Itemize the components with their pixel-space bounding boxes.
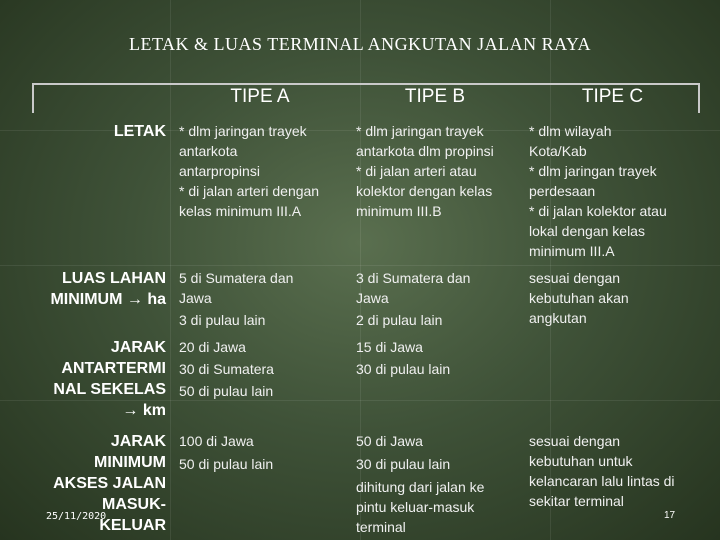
cell-luas-b — [356, 268, 524, 330]
row-label-text: LUAS LAHAN — [62, 270, 166, 287]
cell-line: * dlm jaringan trayek — [529, 163, 657, 179]
row-label-letak — [114, 121, 166, 142]
row-label-text: ANTARTERMI — [61, 360, 166, 377]
cell-line: * di jalan arteri atau — [356, 163, 477, 179]
cell-line: 3 di pulau lain — [179, 312, 266, 328]
cell-line: terminal — [356, 519, 406, 535]
header-tipe-a: TIPE A — [230, 86, 290, 107]
cell-luas-a — [179, 268, 351, 330]
cell-line: sekitar terminal — [529, 493, 624, 509]
slide-date: 25/11/2020 — [46, 511, 107, 522]
row-label-text: MINIMUM → ha — [50, 291, 166, 308]
row-label-text: → km — [122, 402, 166, 419]
cell-line: 3 di Sumatera dan — [356, 270, 471, 286]
cell-letak-a — [179, 121, 351, 221]
grid-line — [170, 0, 171, 540]
cell-line: minimum III.A — [529, 243, 615, 259]
cell-jarak-min-c — [529, 431, 704, 511]
cell-letak-c — [529, 121, 704, 261]
cell-jarak-min-b — [356, 431, 524, 537]
row-label-text: KELUAR — [99, 517, 166, 534]
cell-line: 30 di pulau lain — [356, 456, 451, 472]
cell-line: dihitung dari jalan ke — [356, 479, 485, 495]
cell-line: kebutuhan akan — [529, 290, 629, 306]
cell-line: Jawa — [356, 290, 389, 306]
cell-line: perdesaan — [529, 183, 596, 199]
cell-line: * dlm jaringan trayek — [179, 123, 307, 139]
cell-line: sesuai dengan — [529, 433, 621, 449]
cell-line: 5 di Sumatera dan — [179, 270, 294, 286]
cell-line: kelas minimum III.A — [179, 203, 302, 219]
cell-line: lokal dengan kelas — [529, 223, 645, 239]
cell-line: 20 di Jawa — [179, 339, 246, 355]
cell-line: 50 di pulau lain — [179, 456, 274, 472]
cell-line: antarpropinsi — [179, 163, 260, 179]
cell-line: kebutuhan untuk — [529, 453, 633, 469]
cell-line: 2 di pulau lain — [356, 312, 443, 328]
cell-jarak-min-a — [179, 431, 351, 474]
cell-line: kolektor dengan kelas — [356, 183, 493, 199]
cell-line: sesuai dengan — [529, 270, 621, 286]
slide-page-number: 17 — [664, 510, 676, 521]
cell-line: 50 di pulau lain — [179, 383, 274, 399]
cell-letak-b — [356, 121, 524, 221]
row-label-text: MINIMUM — [94, 454, 166, 471]
row-label-text: AKSES JALAN — [53, 475, 166, 492]
row-label-text: NAL SEKELAS — [53, 381, 166, 398]
cell-line: 30 di pulau lain — [356, 361, 451, 377]
row-label-text: MASUK- — [102, 496, 166, 513]
cell-line: minimum III.B — [356, 203, 442, 219]
row-label-jarak-antarterminal — [53, 337, 166, 421]
row-label-text: JARAK — [110, 433, 166, 450]
cell-line: 30 di Sumatera — [179, 361, 274, 377]
row-label-text: LETAK — [113, 123, 166, 140]
cell-line: 50 di Jawa — [356, 433, 423, 449]
cell-line: * dlm jaringan trayek — [356, 123, 484, 139]
cell-line: kelancaran lalu lintas di — [529, 473, 675, 489]
cell-line: * di jalan arteri dengan — [179, 183, 320, 199]
cell-jarak-antar-a — [179, 337, 351, 401]
cell-line: 15 di Jawa — [356, 339, 423, 355]
cell-line: Jawa — [179, 290, 212, 306]
cell-line: pintu keluar-masuk — [356, 499, 475, 515]
page-title: LETAK & LUAS TERMINAL ANGKUTAN JALAN RAYA — [129, 34, 591, 54]
row-label-text: JARAK — [110, 339, 166, 356]
cell-line: antarkota — [179, 143, 238, 159]
cell-line: Kota/Kab — [529, 143, 587, 159]
cell-line: 100 di Jawa — [179, 433, 254, 449]
cell-line: * dlm wilayah — [529, 123, 612, 139]
cell-line: * di jalan kolektor atau — [529, 203, 667, 219]
grid-line — [0, 265, 720, 266]
cell-jarak-antar-b — [356, 337, 524, 379]
cell-line: antarkota dlm propinsi — [356, 143, 494, 159]
header-tipe-c: TIPE C — [581, 86, 644, 107]
header-tipe-b: TIPE B — [404, 86, 466, 107]
cell-line: angkutan — [529, 310, 587, 326]
cell-luas-c — [529, 268, 704, 328]
row-label-luas-lahan — [50, 268, 166, 310]
